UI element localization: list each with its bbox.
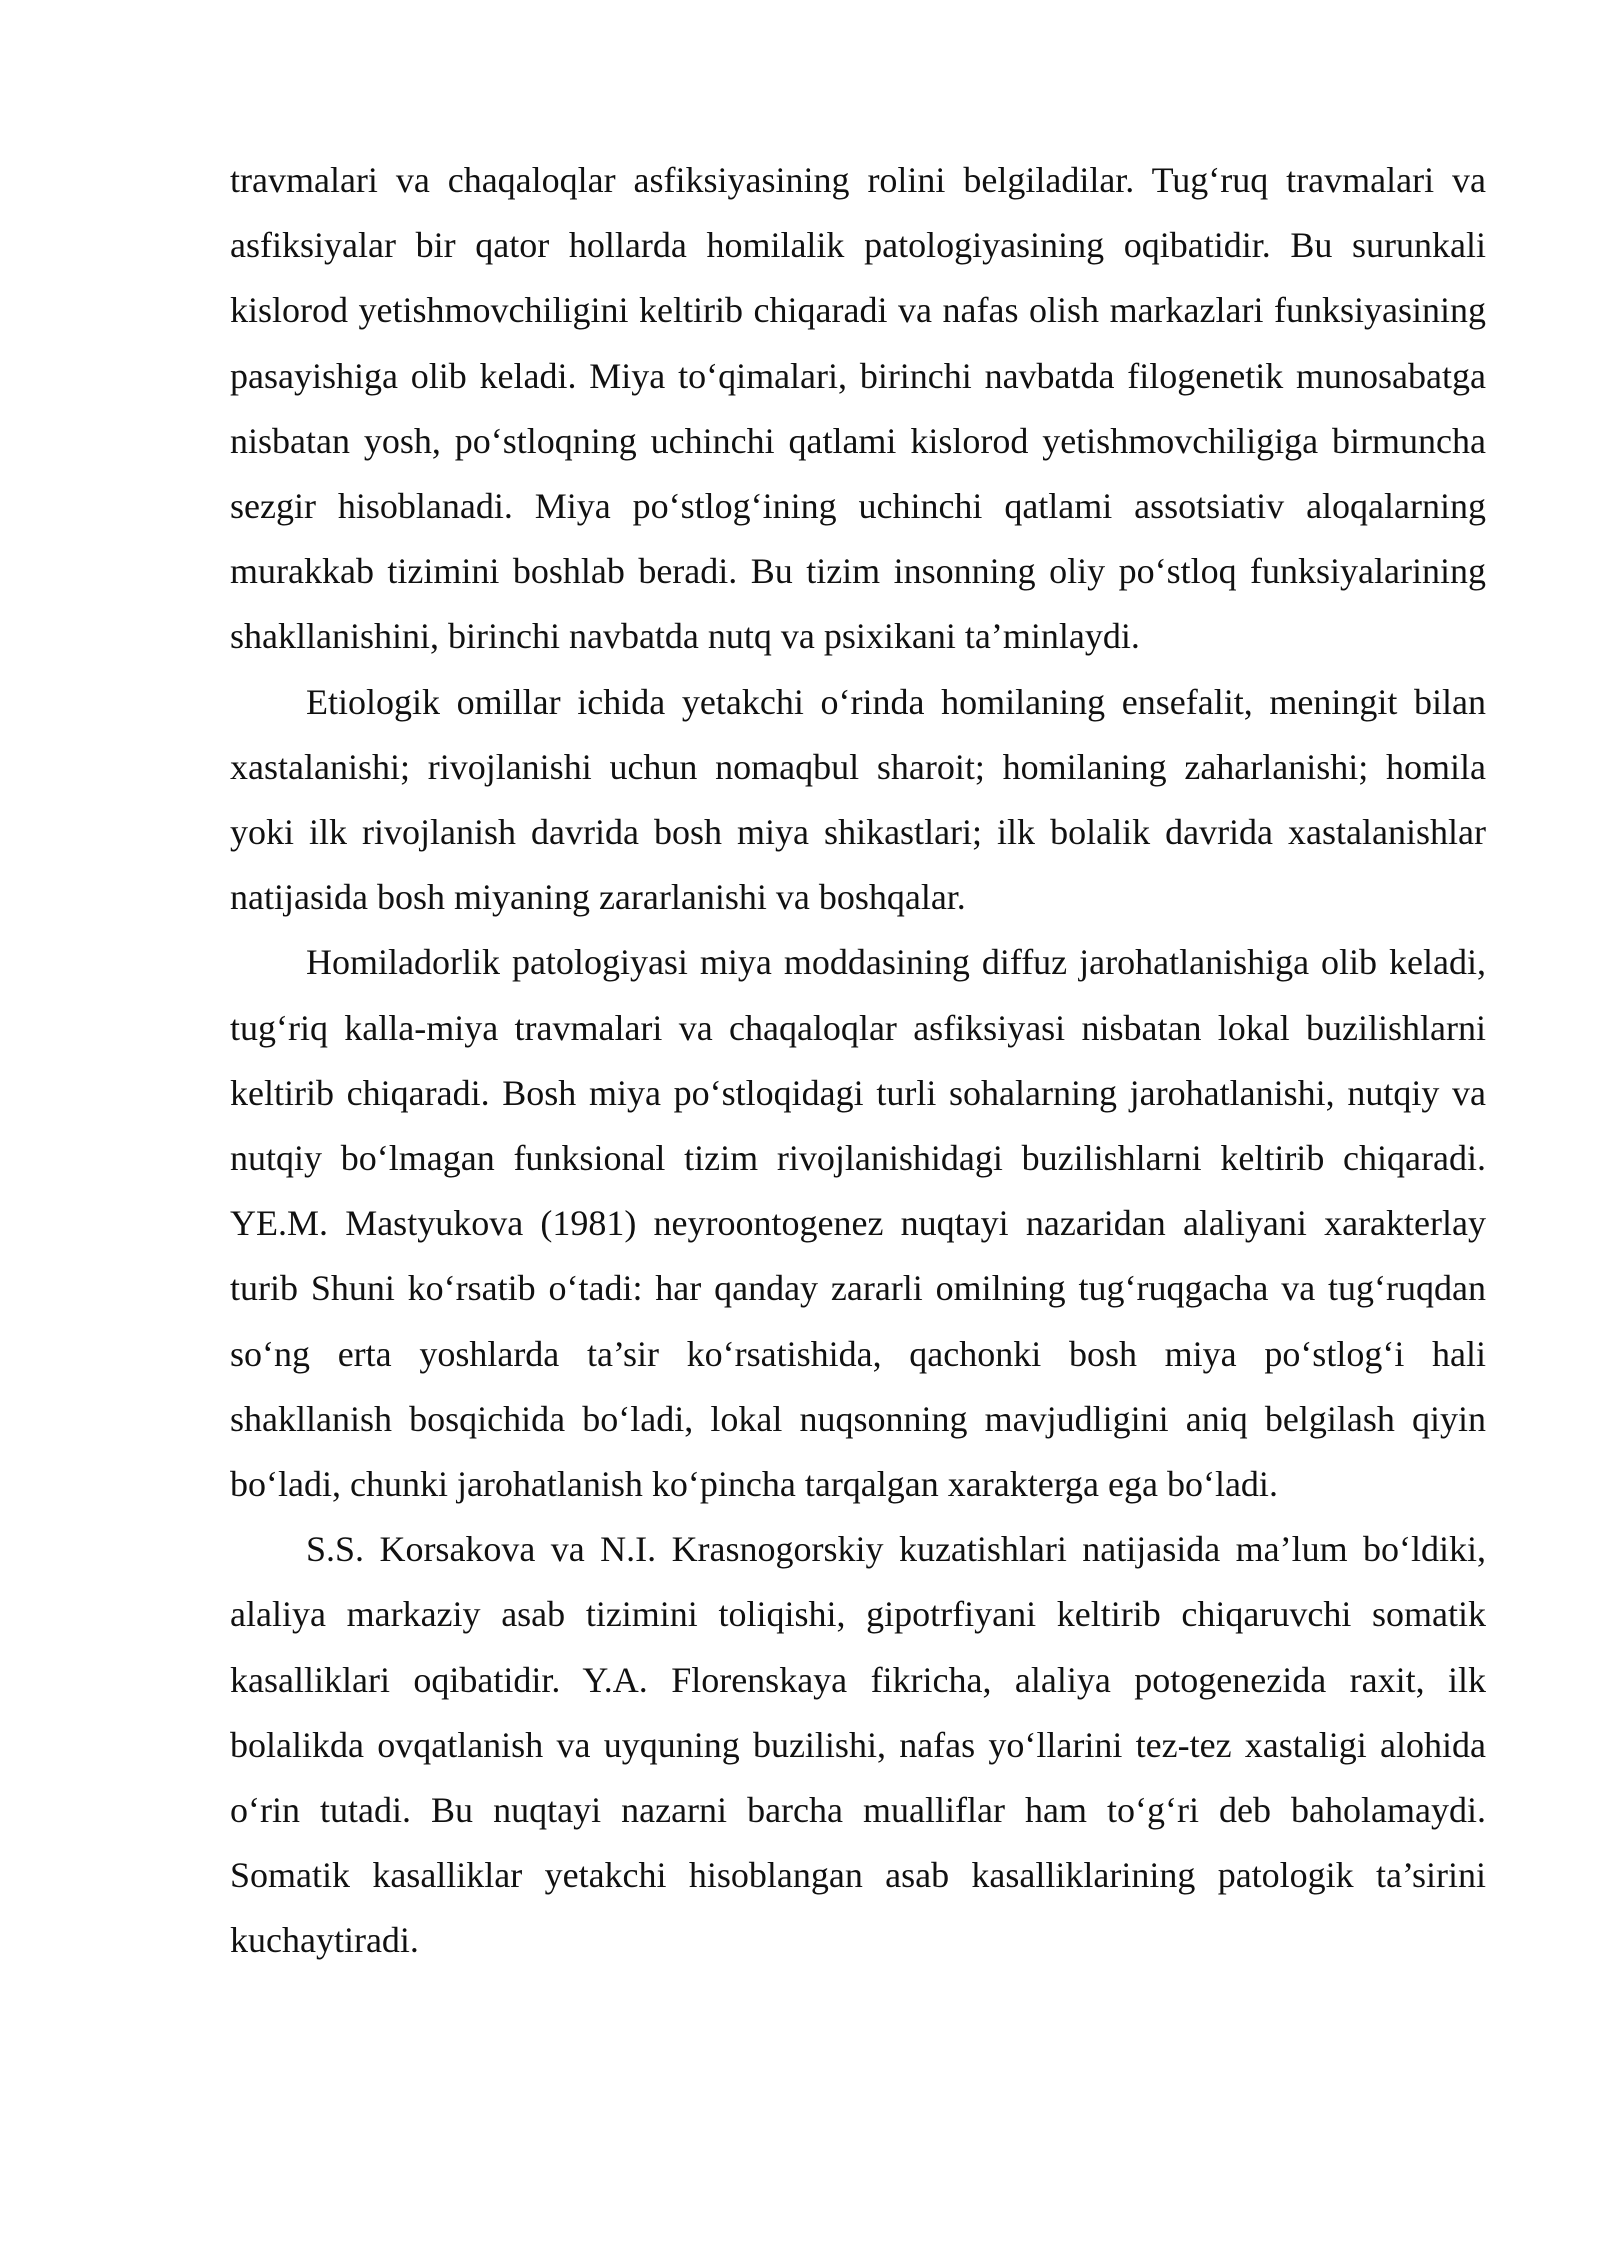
paragraph-4: S.S. Korsakova va N.I. Krasnogorskiy kuzatishlari natijasida ma’lum bo‘ldiki, alaliya markaziy asab tizimini toliqishi, gipotrfiyani keltirib chiqaruvchi somatik kasalliklari oqibatidir. Y.A. Florenskaya fikricha, alaliya potogenezida raxit, ilk bolalikda ovqatlanish va uyquning buzilishi, nafas yo‘llarini tez-tez xastaligi alohida o‘rin tutadi. Bu nuqtayi nazarni barcha mualliflar ham to‘g‘ri deb baholamaydi. Somatik kasalliklar yetakchi hisoblangan asab kasalliklarining patologik ta’sirini kuchaytiradi. bbox=[230, 1529, 1486, 1961]
paragraph-3: Homiladorlik patologiyasi miya moddasining diffuz jarohatlanishiga olib keladi, tug‘riq kalla-miya travmalari va chaqaloqlar asfiksiyasi nisbatan lokal buzilishlarni keltirib chiqaradi. Bosh miya po‘stloqidagi turli sohalarning jarohatlanishi, nutqiy va nutqiy bo‘lmagan funksional tizim rivojlanishidagi buzilishlarni keltirib chiqaradi. YE.M. Mastyukova (1981) neyroontogenez nuqtayi nazaridan alaliyani xarakterlay turib Shuni ko‘rsatib o‘tadi: har qanday zararli omilning tug‘ruqgacha va tug‘ruqdan so‘ng erta yoshlarda ta’sir ko‘rsatishida, qachonki bosh miya po‘stlog‘i hali shakllanish bosqichida bo‘ladi, lokal nuqsonning mavjudligini aniq belgilash qiyin bo‘ladi, chunki jarohatlanish ko‘pincha tarqalgan xarakterga ega bo‘ladi. bbox=[230, 942, 1486, 1505]
document-page bbox=[230, 148, 1486, 1974]
paragraph-2: Etiologik omillar ichida yetakchi o‘rinda homilaning ensefalit, meningit bilan xastalanishi; rivojlanishi uchun nomaqbul sharoit; homilaning zaharlanishi; homila yoki ilk rivojlanish davrida bosh miya shikastlari; ilk bolalik davrida xastalanishlar natijasida bosh miyaning zararlanishi va boshqalar. bbox=[230, 681, 1486, 918]
paragraph-1: travmalari va chaqaloqlar asfiksiyasining rolini belgiladilar. Tug‘ruq travmalari va asfiksiyalar bir qator hollarda homilalik patologiyasining oqibatidir. Bu surunkali kislorod yetishmovchiligini keltirib chiqaradi va nafas olish markazlari funksiyasining pasayishiga olib keladi. Miya to‘qimalari, birinchi navbatda filogenetik munosabatga nisbatan yosh, po‘stloqning uchinchi qatlami kislorod yetishmovchiligiga birmuncha sezgir hisoblanadi. Miya po‘stlog‘ining uchinchi qatlami assotsiativ aloqalarning murakkab tizimini boshlab beradi. Bu tizim insonning oliy po‘stloq funksiyalarining shakllanishini, birinchi navbatda nutq va psixikani ta’minlaydi. bbox=[230, 160, 1486, 657]
